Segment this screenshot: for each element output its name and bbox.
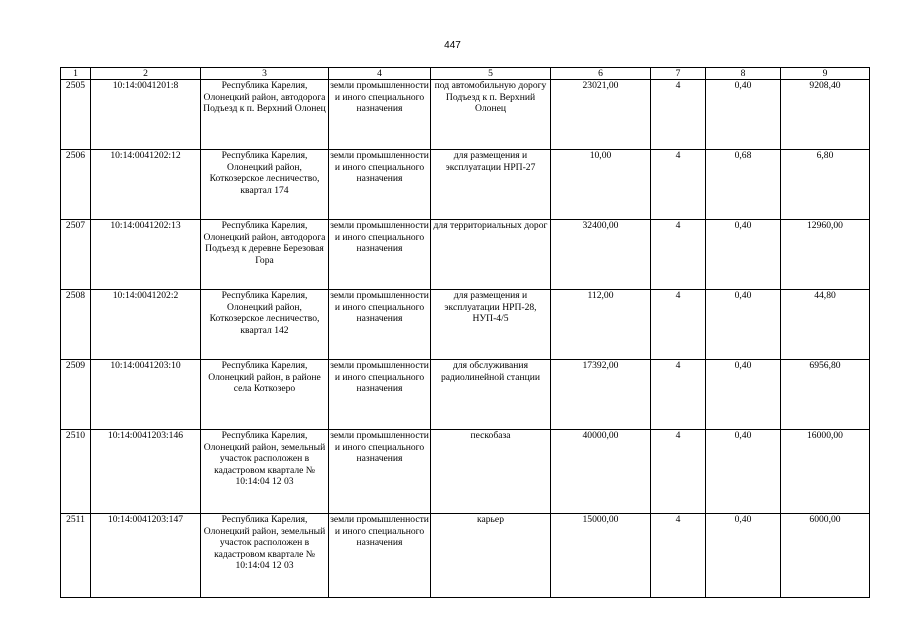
table-row xyxy=(61,150,870,220)
table-row xyxy=(61,80,870,150)
column-header: 1 xyxy=(61,68,91,80)
column-header: 2 xyxy=(91,68,201,80)
column-8-value: 0,40 xyxy=(706,80,781,150)
land-category: земли промышленности и иного специального назначения xyxy=(329,514,431,598)
permitted-use: пескобаза xyxy=(431,430,551,514)
table-row xyxy=(61,220,870,290)
column-8-value: 0,40 xyxy=(706,430,781,514)
column-header: 7 xyxy=(651,68,706,80)
column-8-value: 0,40 xyxy=(706,360,781,430)
column-7-value: 4 xyxy=(651,290,706,360)
column-9-value: 6,80 xyxy=(781,150,870,220)
permitted-use: для размещения и эксплуатации НРП-27 xyxy=(431,150,551,220)
area: 15000,00 xyxy=(551,514,651,598)
row-number: 2511 xyxy=(61,514,91,598)
table-row xyxy=(61,430,870,514)
location: Республика Карелия, Олонецкий район, Коткозерское лесничество, квартал 174 xyxy=(201,150,329,220)
area: 40000,00 xyxy=(551,430,651,514)
table-row xyxy=(61,514,870,598)
cadastral-number: 10:14:0041202:13 xyxy=(91,220,201,290)
column-9-value: 6956,80 xyxy=(781,360,870,430)
row-number: 2505 xyxy=(61,80,91,150)
row-number: 2507 xyxy=(61,220,91,290)
cadastral-number: 10:14:0041201:8 xyxy=(91,80,201,150)
permitted-use: для размещения и эксплуатации НРП-28, НУП-4/5 xyxy=(431,290,551,360)
land-category: земли промышленности и иного специального назначения xyxy=(329,430,431,514)
column-header: 9 xyxy=(781,68,870,80)
column-7-value: 4 xyxy=(651,514,706,598)
column-8-value: 0,68 xyxy=(706,150,781,220)
column-9-value: 12960,00 xyxy=(781,220,870,290)
cadastral-number: 10:14:0041202:12 xyxy=(91,150,201,220)
row-number: 2506 xyxy=(61,150,91,220)
location: Республика Карелия, Олонецкий район, земельный участок расположен в кадастровом квартале № 10:14:04 12 03 xyxy=(201,430,329,514)
column-header: 5 xyxy=(431,68,551,80)
column-9-value: 16000,00 xyxy=(781,430,870,514)
land-category: земли промышленности и иного специального назначения xyxy=(329,220,431,290)
area: 23021,00 xyxy=(551,80,651,150)
row-number: 2509 xyxy=(61,360,91,430)
land-category: земли промышленности и иного специального назначения xyxy=(329,80,431,150)
area: 17392,00 xyxy=(551,360,651,430)
location: Республика Карелия, Олонецкий район, земельный участок расположен в кадастровом квартале № 10:14:04 12 03 xyxy=(201,514,329,598)
cadastral-number: 10:14:0041203:147 xyxy=(91,514,201,598)
table-row xyxy=(61,360,870,430)
column-header: 3 xyxy=(201,68,329,80)
column-7-value: 4 xyxy=(651,360,706,430)
location: Республика Карелия, Олонецкий район, автодорога Подъезд к п. Верхний Олонец xyxy=(201,80,329,150)
column-7-value: 4 xyxy=(651,80,706,150)
column-9-value: 6000,00 xyxy=(781,514,870,598)
page-number: 447 xyxy=(444,40,461,51)
location: Республика Карелия, Олонецкий район, в районе села Коткозеро xyxy=(201,360,329,430)
area: 32400,00 xyxy=(551,220,651,290)
land-category: земли промышленности и иного специального назначения xyxy=(329,360,431,430)
permitted-use: для территориальных дорог xyxy=(431,220,551,290)
column-number-row xyxy=(61,68,870,80)
column-8-value: 0,40 xyxy=(706,290,781,360)
column-header: 8 xyxy=(706,68,781,80)
column-8-value: 0,40 xyxy=(706,220,781,290)
cadastral-number: 10:14:0041202:2 xyxy=(91,290,201,360)
location: Республика Карелия, Олонецкий район, автодорога Подъезд к деревне Березовая Гора xyxy=(201,220,329,290)
land-category: земли промышленности и иного специального назначения xyxy=(329,290,431,360)
column-9-value: 44,80 xyxy=(781,290,870,360)
column-7-value: 4 xyxy=(651,150,706,220)
column-8-value: 0,40 xyxy=(706,514,781,598)
cadastral-number: 10:14:0041203:146 xyxy=(91,430,201,514)
permitted-use: карьер xyxy=(431,514,551,598)
permitted-use: для обслуживания радиолинейной станции xyxy=(431,360,551,430)
permitted-use: под автомобильную дорогу Подъезд к п. Верхний Олонец xyxy=(431,80,551,150)
row-number: 2510 xyxy=(61,430,91,514)
area: 112,00 xyxy=(551,290,651,360)
land-category: земли промышленности и иного специального назначения xyxy=(329,150,431,220)
table-row xyxy=(61,290,870,360)
land-register-table xyxy=(60,67,870,598)
row-number: 2508 xyxy=(61,290,91,360)
column-header: 4 xyxy=(329,68,431,80)
column-9-value: 9208,40 xyxy=(781,80,870,150)
location: Республика Карелия, Олонецкий район, Коткозерское лесничество, квартал 142 xyxy=(201,290,329,360)
column-7-value: 4 xyxy=(651,220,706,290)
column-header: 6 xyxy=(551,68,651,80)
cadastral-number: 10:14:0041203:10 xyxy=(91,360,201,430)
column-7-value: 4 xyxy=(651,430,706,514)
area: 10,00 xyxy=(551,150,651,220)
